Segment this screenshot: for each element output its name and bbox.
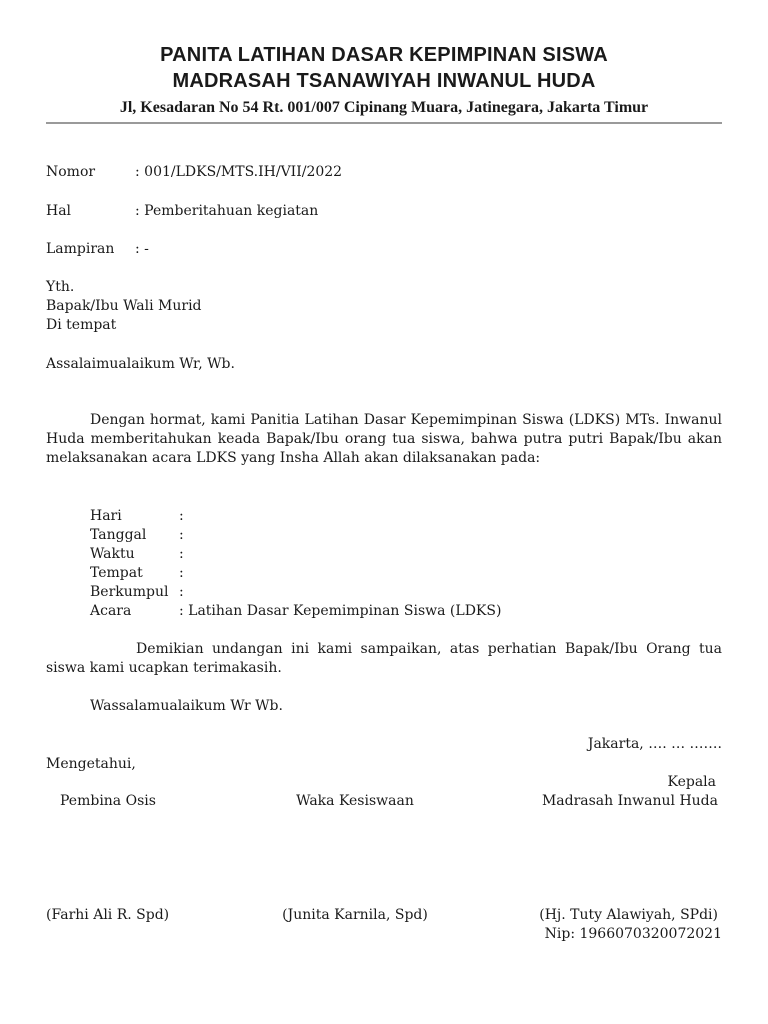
right-signatory-title-1: Kepala — [667, 774, 716, 790]
left-signatory-title: Pembina Osis — [60, 793, 156, 809]
recipient-place: Di tempat — [46, 317, 117, 333]
letterhead-title-2: MADRASAH TSANAWIYAH INWANUL HUDA — [172, 70, 596, 92]
mengetahui-label: Mengetahui, — [46, 756, 136, 772]
detail-value-tempat: : — [179, 565, 184, 581]
detail-label-tanggal: Tanggal — [90, 527, 147, 543]
center-signatory-name: (Junita Karnila, Spd) — [282, 907, 428, 923]
detail-value-tanggal: : — [179, 527, 184, 543]
detail-label-hari: Hari — [90, 508, 122, 524]
detail-value-hari: : — [179, 508, 184, 524]
nomor-value: : 001/LDKS/MTS.IH/VII/2022 — [135, 164, 343, 180]
detail-value-acara: : Latihan Dasar Kepemimpinan Siswa (LDKS) — [179, 603, 502, 619]
detail-label-waktu: Waktu — [90, 546, 135, 562]
opening-paragraph: Dengan hormat, kami Panitia Latihan Dasar Kepemimpinan Siswa (LDKS) MTs. Inwanul Huda memberitahukan keada Bapak/Ibu orang tua siswa, bahwa putra putri Bapak/Ibu akan melaksanakan acara LDKS yang Insha Allah akan dilaksanakan pada: — [46, 412, 722, 466]
letterhead-divider — [46, 122, 722, 124]
hal-label: Hal — [46, 203, 72, 219]
place-date: Jakarta, …. … ……. — [587, 736, 722, 752]
detail-label-acara: Acara — [90, 603, 132, 619]
detail-value-waktu: : — [179, 546, 184, 562]
nomor-label: Nomor — [46, 164, 96, 180]
right-signatory-nip: Nip: 1966070320072021 — [544, 926, 722, 942]
hal-value: : Pemberitahuan kegiatan — [135, 203, 319, 219]
greeting: Assalaimualaikum Wr, Wb. — [46, 356, 235, 372]
letterhead-address: Jl, Kesadaran No 54 Rt. 001/007 Cipinang Muara, Jatinegara, Jakarta Timur — [119, 99, 649, 116]
detail-label-berkumpul: Berkumpul — [90, 584, 169, 600]
detail-label-tempat: Tempat — [90, 565, 143, 581]
closing-salutation: Wassalamualaikum Wr Wb. — [90, 698, 283, 714]
lampiran-value: : - — [135, 241, 149, 257]
detail-value-berkumpul: : — [179, 584, 184, 600]
center-signatory-title: Waka Kesiswaan — [296, 793, 414, 809]
lampiran-label: Lampiran — [46, 241, 115, 257]
recipient-name: Bapak/Ibu Wali Murid — [46, 298, 202, 314]
right-signatory-name: (Hj. Tuty Alawiyah, SPdi) — [539, 907, 718, 923]
left-signatory-name: (Farhi Ali R. Spd) — [46, 907, 170, 923]
right-signatory-title-2: Madrasah Inwanul Huda — [541, 793, 718, 809]
recipient-yth: Yth. — [46, 279, 75, 295]
closing-paragraph: Demikian undangan ini kami sampaikan, atas perhatian Bapak/Ibu Orang tua siswa kami ucapkan terimakasih. — [46, 641, 722, 676]
letterhead-title-1: PANITA LATIHAN DASAR KEPIMPINAN SISWA — [160, 44, 608, 66]
